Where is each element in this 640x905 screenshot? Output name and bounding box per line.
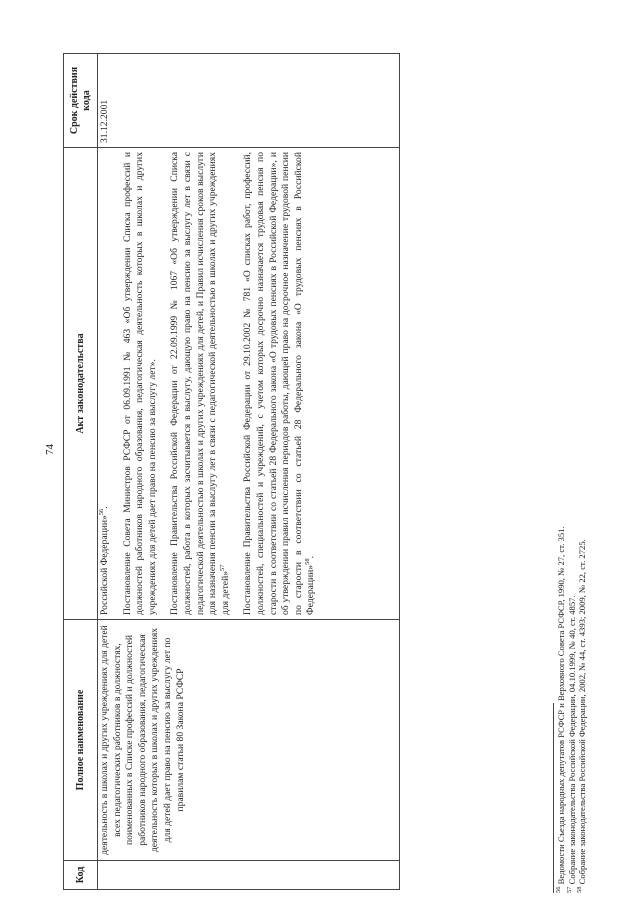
act-intro-text: Российской Федерации» — [99, 515, 110, 615]
act-paragraph-2-text: Постановление Правительства Российской Федерации от 22.09.1999 № 1067 «Об утверждении Списка должностей, работа в которых засчитывается в выслугу, дающую право на пенсию за выслугу лет в связи с педагогической деятельностью в школах и других учреждениях для детей, и Правил исчисления сроков выслуги для назначения пенсии за выслугу лет в связи с педагогической деятельностью в школах и других учреждениях для детей» — [169, 152, 231, 615]
footnote-ref-58: 58 — [304, 558, 312, 565]
footnote-text: Ведомости Съезда народных депутатов РСФСР и Верховного Совета РСФСР, 1990, № 27, ст. 351. — [556, 526, 566, 885]
table-header-row — [64, 54, 98, 890]
cell-validity: 31.12.2001 — [98, 54, 400, 148]
act-paragraph-3-text: Постановление Правительства Российской Федерации от 29.10.2002 № 781 «О списках работ, профессий, должностей, специальностей и учреждений, с учетом которых досрочно назначается трудовая пенсия по старости в соответствии со статьей 28 Федерального закона «О трудовых пенсиях в Российской Федерации», и об утверждении правил исчисления периодов работы, дающей право на досрочное назначение трудовой пенсии по старости в соответствии со статьей 28 Федерального закона «О трудовых пенсиях в Российской Федерации» — [242, 152, 317, 615]
header-code: Код — [64, 861, 98, 890]
footnote — [577, 526, 588, 893]
act-intro: Российской Федерации»$^{56}$. — [97, 506, 110, 615]
footnote-separator — [553, 703, 554, 893]
footnote-text: Собрание законодательства Российской Федерации, 04.10.1999, № 40, ст. 4857. — [566, 595, 577, 885]
header-act: Акт законодательства — [64, 148, 98, 620]
page-number: 74 — [44, 444, 56, 455]
act-paragraph-1: Постановление Совета Министров РСФСР от 06.09.1991 № 463 «Об утверждении Списка профессий и должностей работников народного образования, педагогическая деятельность которых в школах и других учреждениях для детей дает право на пенсию за выслугу лет». — [121, 152, 158, 615]
table-row — [98, 54, 400, 890]
footnote-ref-57: 57 — [218, 564, 226, 571]
footnote — [556, 526, 567, 893]
cell-code — [98, 861, 400, 890]
cell-act — [98, 148, 400, 620]
footnote-text: Собрание законодательства Российской Федерации, 2002, № 44, ст. 4393; 2009, № 22, ст. 2725. — [577, 539, 588, 885]
footnote-number: 58 — [576, 886, 584, 893]
header-validity: Срок действия кода — [64, 54, 98, 148]
footnote-number: 56 — [555, 886, 563, 893]
act-paragraph-2 — [169, 152, 232, 615]
footnotes — [556, 526, 588, 893]
footnote-number: 57 — [565, 886, 573, 893]
legislation-table — [63, 53, 400, 890]
footnote-ref-56: 56 — [97, 508, 105, 516]
footnote — [567, 526, 578, 893]
header-full-name: Полное наименование — [64, 620, 98, 861]
cell-full-name: деятельность в школах и других учреждениях для детей всех педагогических работников в должностях, поименованных в Списке профессий и должностей работников народного образования, педагогическая деятельность которых в школах и других учреждениях для детей дает право на пенсию за выслугу лет по правилам статьи 80 Закона РСФСР — [98, 620, 400, 861]
act-paragraph-3: Постановление Правительства Российской Федерации от 29.10.2002 № 781 «О списках работ, профессий, должностей, специальностей и учреждений, с учетом которых досрочно назначается трудовая пенсия по старости в соответствии со статьей 28 Федерального закона «О трудовых пенсиях в Российской Федерации», и об утверждении правил исчисления периодов работы, дающей право на досрочное назначение трудовой пенсии по старости в соответствии со статьей 28 Федерального закона «О трудовых пенсиях в Российской Федерации»$^{58}$. — [242, 152, 317, 615]
